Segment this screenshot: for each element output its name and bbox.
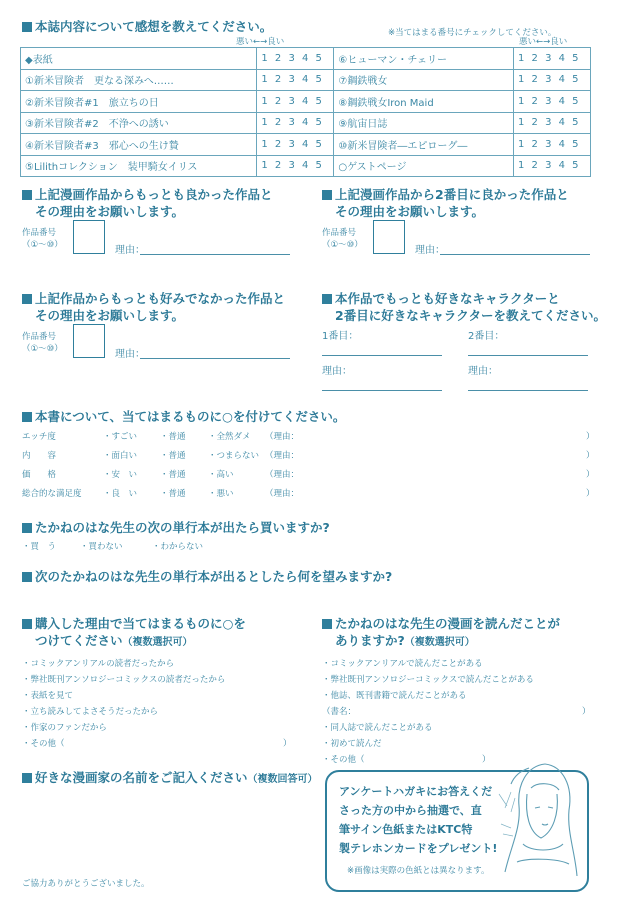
- eval-close: ）: [586, 432, 595, 442]
- work-number-range: （①〜⑩）: [22, 240, 63, 250]
- rating-scale[interactable]: 1 2 3 4 5: [514, 91, 591, 113]
- scale-right: 悪い←→良い: [519, 37, 568, 47]
- rating-scale[interactable]: 1 2 3 4 5: [514, 155, 591, 177]
- rating-scale[interactable]: 1 2 3 4 5: [257, 112, 334, 134]
- eval-reason: （理由：: [265, 451, 300, 461]
- work-number-box[interactable]: [73, 324, 105, 358]
- rating-scale[interactable]: 1 2 3 4 5: [257, 69, 334, 91]
- table-row: [21, 69, 591, 91]
- eval-option[interactable]: ・良 い: [103, 489, 138, 499]
- eval-option[interactable]: ・面白い: [103, 451, 138, 461]
- section-contents-heading: 本誌内容について感想を教えてください。: [22, 18, 272, 35]
- eval-option[interactable]: ・高い: [208, 470, 234, 480]
- reason-line[interactable]: [468, 390, 588, 391]
- item-label: ⑩新米冒険者―エピローグ―: [334, 134, 514, 156]
- work-number-box[interactable]: [73, 220, 105, 254]
- present-line: さった方の中から抽選で、直: [339, 804, 482, 817]
- eval-option[interactable]: ・すごい: [103, 432, 138, 442]
- table-row: [21, 91, 591, 113]
- worst-work-heading: 上記作品からもっとも好みでなかった作品と その理由をお願いします。: [22, 290, 285, 324]
- reason-line[interactable]: [322, 390, 442, 391]
- work-number-label: 作品番号: [22, 332, 57, 342]
- table-row: [21, 48, 591, 70]
- reason-option[interactable]: ・作家のファンだから: [22, 723, 107, 733]
- eval-option[interactable]: ・悪い: [208, 489, 234, 499]
- eval-option[interactable]: ・普通: [160, 432, 186, 442]
- scale-left: 悪い←→良い: [236, 37, 285, 47]
- check-note: ※当てはまる番号にチェックしてください。: [388, 28, 557, 38]
- reason-option[interactable]: ・弊社既刊アンソロジーコミックスの読者だったから: [22, 675, 226, 685]
- favorite-artist-heading: 好きな漫画家の名前をご記入ください（複数回答可）: [22, 769, 318, 788]
- reason-option[interactable]: ・その他（: [22, 739, 65, 749]
- item-label: ③新米冒険者#2 不浄への誘い: [21, 112, 257, 134]
- eval-label: 内 容: [22, 451, 57, 461]
- item-label: ⑥ヒューマン・チェリー: [334, 48, 514, 70]
- read-option[interactable]: ・コミックアンリアルで読んだことがある: [322, 659, 483, 669]
- table-row: [21, 112, 591, 134]
- read-option[interactable]: ・他誌、既刊書籍で読んだことがある: [322, 691, 467, 701]
- eval-reason: （理由：: [265, 470, 300, 480]
- present-note: ※画像は実際の色紙とは異なります。: [347, 866, 490, 876]
- rating-scale[interactable]: 1 2 3 4 5: [257, 91, 334, 113]
- present-line: 筆サイン色紙またはKTC特: [339, 823, 473, 836]
- first-character-label: 1番目：: [322, 331, 359, 342]
- buy-option[interactable]: ・買 う: [22, 542, 57, 552]
- read-option[interactable]: ・同人誌で読んだことがある: [322, 723, 433, 733]
- eval-label: 価 格: [22, 470, 57, 480]
- rating-scale[interactable]: 1 2 3 4 5: [257, 134, 334, 156]
- item-label: ◆表紙: [21, 48, 257, 70]
- item-label: ①新米冒険者 更なる深みへ……: [21, 69, 257, 91]
- rating-scale[interactable]: 1 2 3 4 5: [257, 48, 334, 70]
- thanks-text: ご協力ありがとうございました。: [22, 879, 150, 889]
- item-label: ○ゲストページ: [334, 155, 514, 177]
- read-before-heading: たかねのはな先生の漫画を読んだことが ありますか?（複数選択可）: [322, 615, 560, 651]
- table-row: [21, 155, 591, 177]
- contents-rating-table: [20, 47, 591, 177]
- reason-label: 理由：: [322, 366, 352, 377]
- second-character-label: 2番目：: [468, 331, 505, 342]
- eval-option[interactable]: ・普通: [160, 451, 186, 461]
- table-row: [21, 134, 591, 156]
- second-work-heading: 上記漫画作品から2番目に良かった作品と その理由をお願いします。: [322, 186, 569, 220]
- character-heading: 本作品でもっとも好きなキャラクターと 2番目に好きなキャラクターを教えてください。: [322, 290, 606, 324]
- first-character-line[interactable]: [322, 355, 442, 356]
- reason-option[interactable]: ・立ち読みしてよさそうだったから: [22, 707, 159, 717]
- purchase-reason-heading: 購入した理由で当てはまるものに○を つけてください（複数選択可）: [22, 615, 246, 651]
- item-label: ⑧鋼鉄戦女Iron Maid: [334, 91, 514, 113]
- evaluation-heading: 本書について、当てはまるものに○を付けてください。: [22, 408, 345, 425]
- rating-scale[interactable]: 1 2 3 4 5: [514, 69, 591, 91]
- eval-label: エッチ度: [22, 432, 56, 442]
- eval-reason: （理由：: [265, 432, 300, 442]
- eval-option[interactable]: ・普通: [160, 489, 186, 499]
- second-character-line[interactable]: [468, 355, 588, 356]
- work-number-range: （①〜⑩）: [322, 240, 363, 250]
- eval-close: ）: [586, 451, 595, 461]
- eval-label: 総合的な満足度: [22, 489, 82, 499]
- reason-label: 理由：: [415, 245, 445, 256]
- read-option[interactable]: ・初めて読んだ: [322, 739, 382, 749]
- rating-scale[interactable]: 1 2 3 4 5: [514, 134, 591, 156]
- reason-option[interactable]: ・コミックアンリアルの読者だったから: [22, 659, 175, 669]
- present-line: 製テレホンカードをプレゼント!: [339, 842, 498, 855]
- reason-label: 理由：: [115, 245, 145, 256]
- read-option[interactable]: ・弊社既刊アンソロジーコミックスで読んだことがある: [322, 675, 534, 685]
- eval-close: ）: [586, 489, 595, 499]
- reason-label: 理由：: [468, 366, 498, 377]
- present-box: [325, 770, 589, 892]
- read-option[interactable]: ・その他（: [322, 755, 365, 765]
- work-number-label: 作品番号: [322, 228, 357, 238]
- reason-line[interactable]: [140, 254, 290, 255]
- item-label: ④新米冒険者#3 邪心への生け贄: [21, 134, 257, 156]
- reason-line[interactable]: [140, 358, 290, 359]
- eval-option[interactable]: ・普通: [160, 470, 186, 480]
- buy-heading: たかねのはな先生の次の単行本が出たら買いますか?: [22, 519, 330, 536]
- buy-option[interactable]: ・買わない: [80, 542, 123, 552]
- rating-scale[interactable]: 1 2 3 4 5: [257, 155, 334, 177]
- work-number-range: （①〜⑩）: [22, 344, 63, 354]
- item-label: ⑨航宙日誌: [334, 112, 514, 134]
- eval-option[interactable]: ・全然ダメ: [208, 432, 251, 442]
- reason-close: ）: [283, 739, 292, 749]
- item-label: ⑦鋼鉄戦女: [334, 69, 514, 91]
- work-number-box[interactable]: [373, 220, 405, 254]
- present-message: [339, 782, 497, 858]
- rating-scale[interactable]: 1 2 3 4 5: [514, 112, 591, 134]
- eval-option[interactable]: ・つまらない: [208, 451, 260, 461]
- eval-reason: （理由：: [265, 489, 300, 499]
- item-label: ②新米冒険者#1 旅立ちの日: [21, 91, 257, 113]
- item-label: ⑤Lilithコレクション 装甲騎女イリス: [21, 155, 257, 177]
- present-line: アンケートハガキにお答えくだ: [339, 785, 493, 798]
- best-work-heading: 上記漫画作品からもっとも良かった作品と その理由をお願いします。: [22, 186, 273, 220]
- eval-close: ）: [586, 470, 595, 480]
- read-close: ）: [482, 755, 491, 765]
- wish-heading: 次のたかねのはな先生の単行本が出るとしたら何を望みますか?: [22, 568, 392, 585]
- book-title-label: （書名：: [322, 707, 357, 717]
- reason-option[interactable]: ・表紙を見て: [22, 691, 74, 701]
- character-illustration: [497, 754, 581, 886]
- reason-label: 理由：: [115, 349, 145, 360]
- rating-scale[interactable]: 1 2 3 4 5: [514, 48, 591, 70]
- buy-option[interactable]: ・わからない: [152, 542, 204, 552]
- work-number-label: 作品番号: [22, 228, 57, 238]
- eval-option[interactable]: ・安 い: [103, 470, 138, 480]
- reason-line[interactable]: [440, 254, 590, 255]
- read-close: ）: [582, 707, 591, 717]
